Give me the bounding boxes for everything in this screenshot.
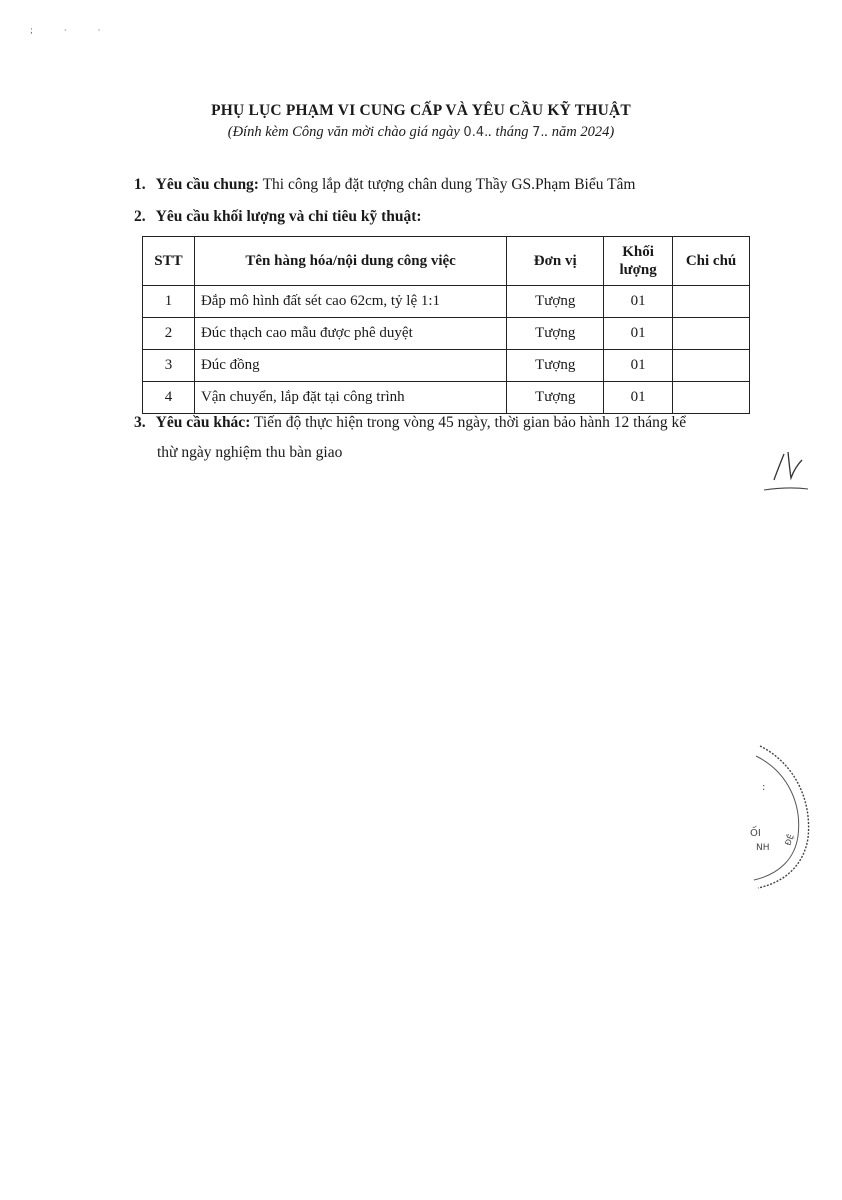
cell-unit: Tượng xyxy=(507,382,604,414)
handwritten-day: 0.4. xyxy=(463,125,489,140)
section-number: 3. xyxy=(134,414,146,431)
cell-stt: 2 xyxy=(143,318,195,350)
header-stt: STT xyxy=(143,237,195,286)
stamp-text-1: : xyxy=(762,782,766,793)
section-label: Yêu cầu khối lượng và chỉ tiêu kỹ thuật: xyxy=(155,208,422,225)
cell-stt: 4 xyxy=(143,382,195,414)
cell-stt: 3 xyxy=(143,350,195,382)
subtitle-month-word: . tháng xyxy=(488,124,533,140)
section-number: 1. xyxy=(134,176,146,193)
header-quantity xyxy=(604,237,673,286)
cell-unit: Tượng xyxy=(507,350,604,382)
section-number: 2. xyxy=(134,208,146,225)
cell-name: Vận chuyển, lắp đặt tại công trình xyxy=(194,382,506,414)
corner-marks: ; · · xyxy=(30,26,115,36)
section-text: Tiến độ thực hiện trong vòng 45 ngày, thời gian bảo hành 12 tháng kể xyxy=(250,414,687,431)
section-text-continued: thừ ngày nghiệm thu bàn giao xyxy=(157,444,343,461)
section-label: Yêu cầu khác: xyxy=(155,414,251,431)
cell-note xyxy=(673,318,750,350)
stamp-seal-icon xyxy=(746,742,816,892)
table-row xyxy=(143,318,750,350)
cell-note xyxy=(673,350,750,382)
cell-unit: Tượng xyxy=(507,286,604,318)
specification-table xyxy=(142,236,750,414)
section-text: Thi công lắp đặt tượng chân dung Thầy GS.Phạm Biểu Tâm xyxy=(258,176,636,193)
stamp-text-3: NH xyxy=(756,843,770,853)
subtitle-prefix: (Đính kèm Công văn mời chào giá ngày xyxy=(227,124,464,140)
stamp-text-2: ỐI xyxy=(750,828,761,839)
cell-quantity: 01 xyxy=(604,286,673,318)
section-other-requirements xyxy=(134,408,754,468)
header-note: Chi chú xyxy=(673,237,750,286)
table-row xyxy=(143,350,750,382)
section-volume-specs xyxy=(134,208,422,226)
header-name: Tên hàng hóa/nội dung công việc xyxy=(194,237,506,286)
cell-name: Đắp mô hình đất sét cao 62cm, tỷ lệ 1:1 xyxy=(194,286,506,318)
section-label: Yêu cầu chung: xyxy=(155,176,259,193)
document-title: PHỤ LỤC PHẠM VI CUNG CẤP VÀ YÊU CẦU KỸ THUẬT xyxy=(211,102,631,119)
cell-quantity: 01 xyxy=(604,382,673,414)
stamp-text-side: ĐỆ xyxy=(783,833,796,847)
header-unit: Đơn vị xyxy=(507,237,604,286)
cell-quantity: 01 xyxy=(604,350,673,382)
cell-name: Đúc đồng xyxy=(194,350,506,382)
table-row xyxy=(143,286,750,318)
header-quantity-line2: lượng xyxy=(619,262,657,278)
cell-stt: 1 xyxy=(143,286,195,318)
table-header-row xyxy=(143,237,750,286)
subtitle-suffix: . năm 2024) xyxy=(544,124,615,140)
document-subtitle xyxy=(0,124,842,141)
header-quantity-line1: Khối xyxy=(622,244,654,260)
cell-name: Đúc thạch cao mẫu được phê duyệt xyxy=(194,318,506,350)
cell-note xyxy=(673,286,750,318)
initials-signature-icon xyxy=(758,446,818,496)
handwritten-month: 7. xyxy=(532,125,545,140)
cell-quantity: 01 xyxy=(604,318,673,350)
section-general-requirements xyxy=(134,176,635,194)
cell-unit: Tượng xyxy=(507,318,604,350)
